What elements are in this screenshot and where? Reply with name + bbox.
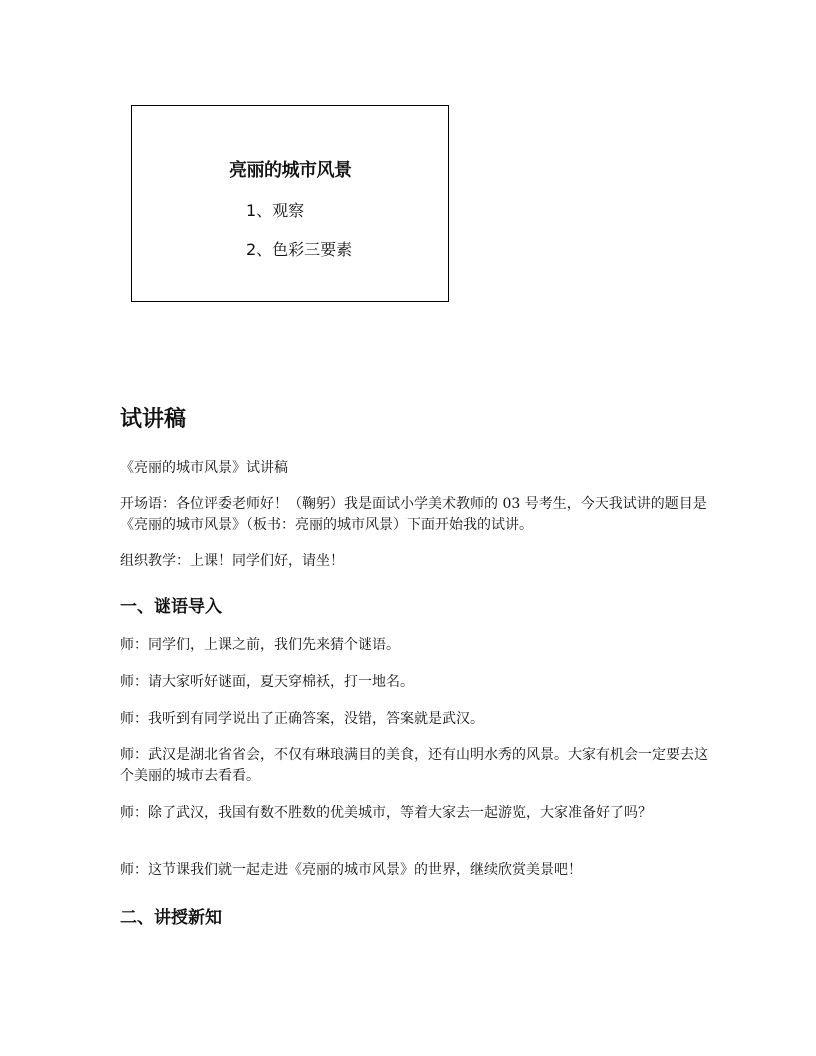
teacher-line-4: 师：武汉是湖北省省会，不仅有琳琅满目的美食，还有山明水秀的风景。大家有机会一定要去这个美丽的城市去看看。	[120, 747, 708, 784]
section-heading-new-knowledge: 二、讲授新知	[120, 908, 222, 928]
teacher-line-2: 师：请大家听好谜面，夏天穿棉袄，打一地名。	[120, 674, 414, 690]
teacher-line-5: 师：除了武汉，我国有数不胜数的优美城市，等着大家去一起游览，大家准备好了吗？	[120, 805, 652, 821]
board-title: 亮丽的城市风景	[229, 160, 352, 181]
board-item-color-elements: 2、色彩三要素	[246, 240, 353, 259]
organize-paragraph: 组织教学：上课！同学们好，请坐！	[120, 553, 344, 569]
document-subtitle: 《亮丽的城市风景》试讲稿	[120, 460, 288, 476]
section-heading-riddle: 一、谜语导入	[120, 597, 222, 617]
document-title: 试讲稿	[120, 407, 187, 432]
teacher-line-6: 师：这节课我们就一起走进《亮丽的城市风景》的世界，继续欣赏美景吧！	[120, 862, 582, 878]
opening-paragraph: 开场语：各位评委老师好！（鞠躬）我是面试小学美术教师的 03 号考生，今天我试讲的题目是《亮丽的城市风景》（板书：亮丽的城市风景）下面开始我的试讲。	[120, 496, 707, 533]
board-item-observe: 1、观察	[246, 201, 305, 220]
teacher-line-1: 师：同学们，上课之前，我们先来猜个谜语。	[120, 637, 400, 653]
blackboard-layout-box	[131, 105, 449, 302]
teacher-line-3: 师：我听到有同学说出了正确答案，没错，答案就是武汉。	[120, 711, 484, 727]
